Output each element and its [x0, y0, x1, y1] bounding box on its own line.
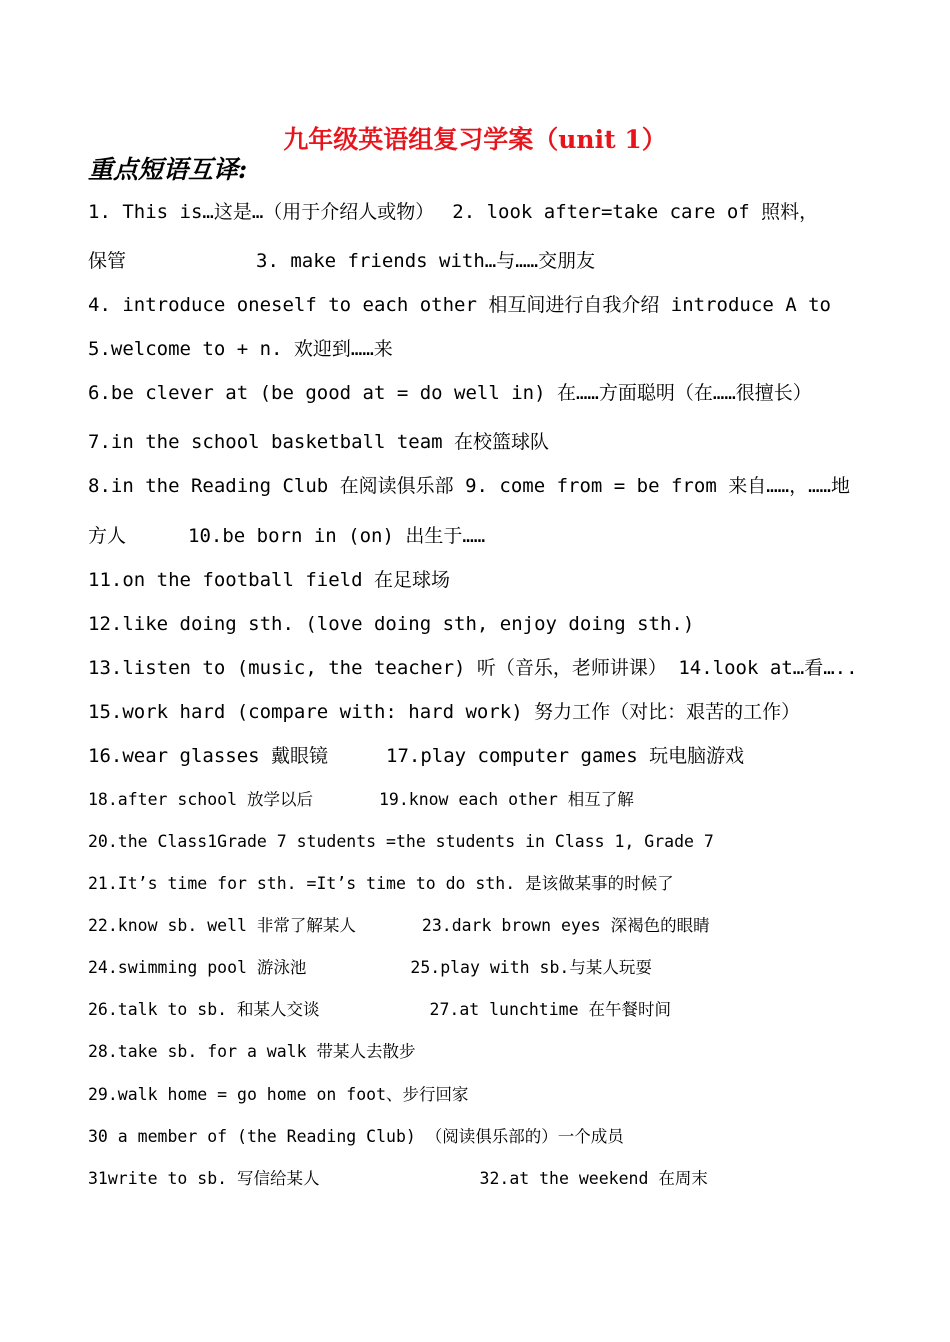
- phrase-item: 12.like doing sth. (love doing sth, enjoy doing sth.): [88, 613, 695, 635]
- phrase-line-11: [88, 659, 858, 678]
- phrase-item: 29.walk home = go home on foot、步行回家: [88, 1085, 469, 1104]
- phrase-line-7: [88, 477, 850, 496]
- phrase-line-2: [88, 252, 595, 271]
- section-heading: 重点短语互译:: [88, 155, 248, 184]
- phrase-item: 15.work hard (compare with: hard work) 努力工作（对比：艰苦的工作）: [88, 701, 801, 723]
- phrase-item: 6.be clever at (be good at = do well in) 在……方面聪明（在……很擅长）: [88, 382, 812, 404]
- phrase-item: 17.play computer games 玩电脑游戏: [386, 745, 745, 767]
- phrase-item: 19.know each other 相互了解: [378, 790, 634, 809]
- phrase-item: 5.welcome to + n. 欢迎到……来: [88, 338, 393, 360]
- phrase-line-20: [88, 1044, 415, 1061]
- phrase-item: 32.at the weekend 在周末: [479, 1169, 708, 1188]
- phrase-line-21: [88, 1087, 469, 1104]
- phrase-line-18: [88, 960, 652, 977]
- phrase-line-4: [88, 340, 393, 359]
- phrase-line-17: [88, 918, 710, 935]
- phrase-item: 26.talk to sb. 和某人交谈: [88, 1000, 320, 1019]
- phrase-line-8: [88, 527, 485, 546]
- phrase-item: 22.know sb. well 非常了解某人: [88, 916, 356, 935]
- phrase-item: 2. look after=take care of 照料，: [452, 201, 819, 223]
- phrase-item: 23.dark brown eyes 深褐色的眼睛: [421, 916, 710, 935]
- phrase-item: 18.after school 放学以后: [88, 790, 313, 809]
- phrase-item: 10.be born in (on) 出生于……: [188, 525, 486, 547]
- phrase-item: 31write to sb. 写信给某人: [88, 1169, 320, 1188]
- phrase-item: 30 a member of (the Reading Club) （阅读俱乐部的）一个成员: [88, 1127, 624, 1146]
- phrase-line-13: [88, 747, 744, 766]
- phrase-item: 3. make friends with…与……交朋友: [256, 250, 596, 272]
- phrase-item: 11.on the football field 在足球场: [88, 569, 450, 591]
- page-title: 九年级英语组复习学案（unit 1）: [283, 125, 667, 154]
- phrase-line-5: [88, 384, 812, 403]
- phrase-line-19: [88, 1002, 671, 1019]
- phrase-item: 16.wear glasses 戴眼镜: [88, 745, 329, 767]
- phrase-item: 8.in the Reading Club 在阅读俱乐部 9. come from = be from 来自……，……地: [88, 475, 850, 497]
- phrase-line-22: [88, 1129, 624, 1146]
- phrase-line-1: [88, 203, 818, 222]
- phrase-item: 27.at lunchtime 在午餐时间: [429, 1000, 671, 1019]
- phrase-item: 1. This is…这是…（用于介绍人或物）: [88, 201, 435, 223]
- phrase-item: 21.It’s time for sth. =It’s time to do sth. 是该做某事的时候了: [88, 874, 674, 893]
- phrase-line-10: [88, 615, 694, 634]
- phrase-line-6: [88, 433, 549, 452]
- phrase-item: 方人: [88, 525, 127, 547]
- phrase-line-3: [88, 296, 831, 315]
- phrase-line-9: [88, 571, 450, 590]
- phrase-item: 7.in the school basketball team 在校篮球队: [88, 431, 550, 453]
- phrase-line-23: [88, 1171, 708, 1188]
- phrase-line-16: [88, 876, 674, 893]
- phrase-item: 4. introduce oneself to each other 相互间进行自我介绍 introduce A to: [88, 294, 831, 316]
- phrase-item: 13.listen to (music, the teacher) 听（音乐，老师讲课） 14.look at…看…..: [88, 657, 858, 679]
- phrase-line-15: [88, 834, 714, 851]
- phrase-item: 24.swimming pool 游泳池: [88, 958, 307, 977]
- phrase-item: 20.the Class1Grade 7 students =the students in Class 1, Grade 7: [88, 832, 714, 851]
- phrase-item: 28.take sb. for a walk 带某人去散步: [88, 1042, 416, 1061]
- phrase-line-14: [88, 792, 634, 809]
- phrase-line-12: [88, 703, 800, 722]
- phrase-item: 保管: [88, 250, 127, 272]
- phrase-item: 25.play with sb.与某人玩耍: [410, 958, 652, 977]
